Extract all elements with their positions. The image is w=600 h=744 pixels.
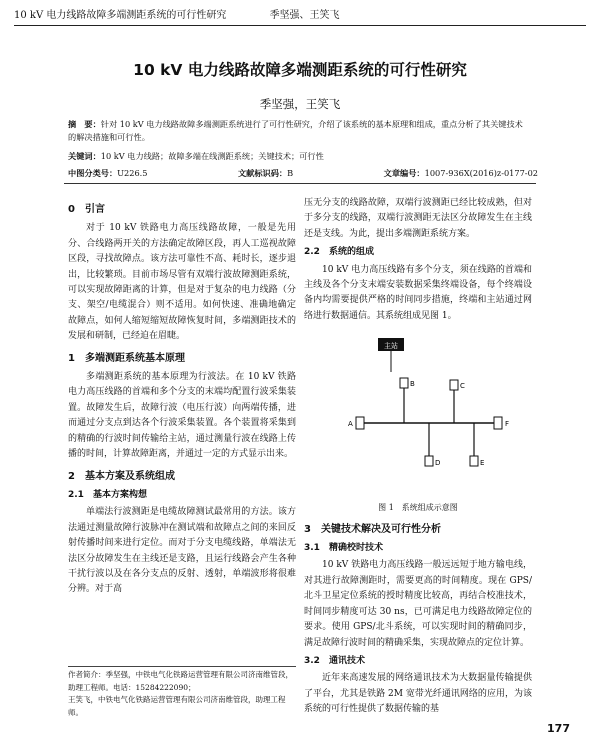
- section-3-1-paragraph: 10 kV 铁路电力高压线路一般远远短于地方输电线，对其进行故障测距时，需要更高的时间精度。现在 GPS/北斗卫星定位系统的授时精度比较高，再结合校准技术，时间同步精度可达 30 ns，已可满足电力线路故障定位的要求。使用 GPS/北斗系统，可以实现时间的精确同步，满足故障行波时间的精确采集，实现故障点的定位计算。: [304, 560, 532, 648]
- classification-line: [68, 168, 538, 179]
- article-number-label: 文章编号：: [383, 168, 425, 178]
- abstract-text: 针对 10 kV 电力线路故障多端测距系统进行了可行性研究，介绍了该系统的基本原理和组成，重点分析了其关键技术的解决措施和可行性。: [68, 119, 523, 142]
- keywords-text: 10 kV 电力线路；故障多端在线测距系统；关键技术；可行性: [100, 151, 324, 161]
- clc-number: [68, 168, 147, 179]
- section-0-heading: 0 引言: [68, 204, 105, 215]
- section-2-1-heading: 2.1 基本方案构想: [68, 489, 147, 500]
- abstract-label: 摘 要：: [68, 119, 101, 129]
- node-label-b: B: [410, 380, 415, 389]
- section-3-1-heading: 3.1 精确校时技术: [304, 543, 383, 554]
- paper-authors: 季坚强，王笑飞: [259, 97, 341, 111]
- section-3-2-paragraph: 近年来高速发展的网络通讯技术为大数据量传输提供了平台，尤其是铁路 2M 宽带光纤通讯网络的应用，为该系统的可行性提供了数据传输的基: [304, 673, 532, 715]
- keywords-label: 关键词：: [68, 151, 101, 161]
- article-number-value: 1007-936X(2016)z-0177-02: [424, 168, 538, 178]
- figure-1-caption: 图 1 系统组成示意图: [378, 503, 458, 513]
- system-diagram: [304, 328, 532, 498]
- doc-code-label: 文献标识码：: [237, 168, 288, 178]
- section-0-paragraph: 对于 10 kV 铁路电力高压线路故障，一般是先用分、合线路两开关的方法确定故障区段，再人工巡视故障区段，寻找故障点。该方法可靠性不高、耗时长，逐步退出，比较繁琐。目前市场尽管有双端行波故障测距系统，可以实现故障距离的计算，但是对于复杂的电力线路（分支、架空/电缆混合）则不适用。如何快速、准确地确定故障点，如何人缩短缩短故障恢复时间，多端测距技术的发展和研制，已经迫在眉睫。: [68, 223, 296, 342]
- abstract: [68, 118, 528, 144]
- section-1-heading: 1 多端测距系统基本原理: [68, 352, 185, 364]
- section-3-2-heading: 3.2 通讯技术: [304, 655, 365, 666]
- node-label-d: D: [435, 459, 441, 468]
- section-2-2-heading: 2.2 系统的组成: [304, 247, 374, 258]
- running-header-title: 10 kV 电力线路故障多端测距系统的可行性研究: [14, 10, 227, 21]
- running-header: [14, 6, 586, 26]
- section-3-heading: 3 关键技术解决及可行性分析: [304, 523, 441, 535]
- footnote-line-1: 作者简介：季坚强，中铁电气化铁路运营管理有限公司济南维管段，助理工程师。电话：15284222090；: [68, 670, 293, 692]
- node-label-c: C: [460, 382, 465, 391]
- section-2-2-paragraph: 10 kV 电力高压线路有多个分支，须在线路的首端和主线及各个分支末端安装数据采集终端设备，每个终端设备内均需要提供严格的时间同步措施，终端和主站通过网络进行数据通信。其系统组成见图 1。: [304, 264, 532, 321]
- section-1-paragraph: 多端测距系统的基本原理为行波法。在 10 kV 铁路电力高压线路的首端和多个分支的末端均配置行波采集装置。故障发生后，故障行波（电压行波）向两端传播，进而通过分支点到达各个行波采集装置。各个装置将采集到的精确的行波时间传输给主站，通过测量行波在线路上传播的时间，计算故障距离，并通过一定的方式显示出来。: [68, 372, 296, 460]
- header-divider: [64, 183, 536, 184]
- section-2-heading: 2 基本方案及系统组成: [68, 470, 175, 482]
- clc-value: U226.5: [117, 168, 148, 178]
- terminal-d-box: [425, 456, 433, 466]
- terminal-e-box: [470, 456, 478, 466]
- article-number: [384, 168, 538, 179]
- keywords: [68, 151, 538, 162]
- paper-title: 10 kV 电力线路故障多端测距系统的可行性研究: [133, 61, 467, 79]
- system-diagram-svg: [304, 328, 532, 493]
- running-header-authors: 季坚强、王笑飞: [269, 10, 340, 21]
- left-column: [68, 196, 296, 726]
- terminal-c-box: [450, 380, 458, 390]
- doc-code-value: B: [287, 168, 294, 178]
- master-station-label: 主站: [384, 342, 398, 351]
- terminal-a-box: [356, 417, 364, 429]
- terminal-f-box: [494, 417, 502, 429]
- node-label-a: A: [348, 420, 353, 429]
- author-footnote: [68, 666, 296, 719]
- terminal-b-box: [400, 378, 408, 388]
- document-code: [238, 168, 293, 179]
- right-intro-paragraph: 压无分支的线路故障，双端行波测距已经比较成熟，但对于多分支的线路，双端行波测距无法区分故障发生在主线还是支线。为此，提出多端测距系统方案。: [304, 198, 532, 239]
- right-column: [304, 196, 532, 726]
- node-label-f: F: [505, 420, 510, 429]
- section-2-1-paragraph: 单端法行波测距是电缆故障测试最常用的方法。该方法通过测量故障行波脉冲在测试端和故障点之间的来回反射传播时间来进行定位。而对于分支电缆线路，单端法无法区分故障发生在主线还是支路，且运行线路会产生各种干扰行波以及在各分支点的反射、透射，单端波形将很难分辨。对于高: [68, 507, 296, 595]
- page-number: 177: [547, 722, 570, 735]
- footnote-line-2: 王笑飞，中铁电气化铁路运营管理有限公司济南维管段，助理工程师。: [68, 695, 286, 717]
- node-label-e: E: [480, 459, 485, 468]
- clc-label: 中图分类号：: [68, 168, 118, 178]
